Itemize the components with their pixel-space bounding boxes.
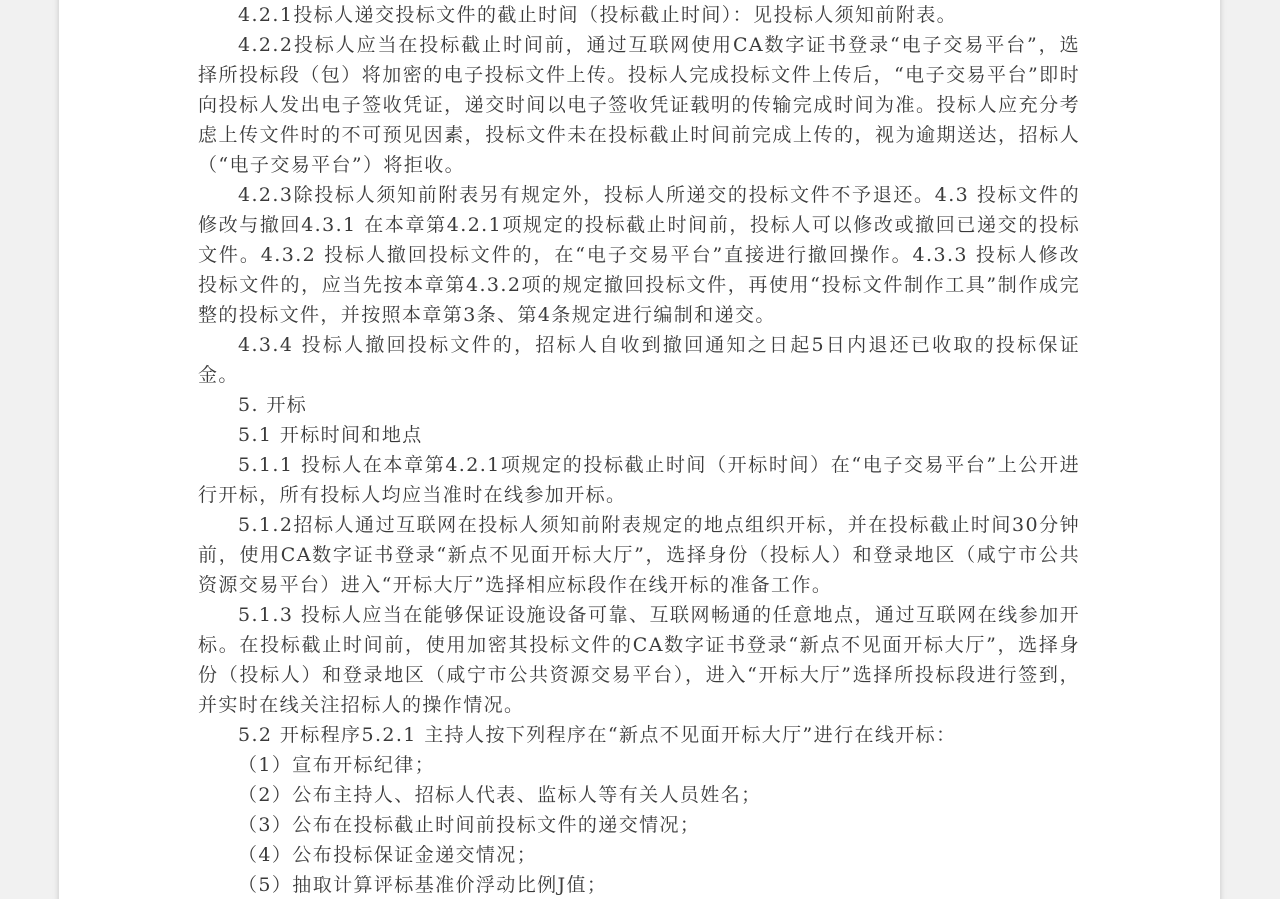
- list-item: （2）公布主持人、招标人代表、监标人等有关人员姓名；: [238, 784, 762, 806]
- section-heading-5-1: 5.1 开标时间和地点: [238, 424, 423, 446]
- document-page: [59, 0, 1220, 899]
- list-item: （3）公布在投标截止时间前投标文件的递交情况；: [238, 814, 701, 836]
- paragraph-5-1-1: 5.1.1 投标人在本章第4.2.1项规定的投标截止时间（开标时间）在“电子交易平台”上公开进行开标，所有投标人均应当准时在线参加开标。: [198, 454, 1080, 506]
- paragraph-4-2-2: 4.2.2投标人应当在投标截止时间前，通过互联网使用CA数字证书登录“电子交易平台”，选择所投标段（包）将加密的电子投标文件上传。投标人完成投标文件上传后，“电子交易平台”即时向投标人发出电子签收凭证，递交时间以电子签收凭证载明的传输完成时间为准。投标人应充分考虑上传文件时的不可预见因素，投标文件未在投标截止时间前完成上传的，视为逾期送达，招标人（“电子交易平台”）将拒收。: [198, 34, 1080, 176]
- paragraph-4-2-1: 4.2.1投标人递交投标文件的截止时间（投标截止时间）：见投标人须知前附表。: [238, 4, 958, 26]
- paragraph-5-2: 5.2 开标程序5.2.1 主持人按下列程序在“新点不见面开标大厅”进行在线开标：: [238, 724, 957, 746]
- section-heading-5: 5. 开标: [238, 394, 308, 416]
- list-item: （1）宣布开标纪律；: [238, 754, 436, 776]
- paragraph-4-2-3: 4.2.3除投标人须知前附表另有规定外，投标人所递交的投标文件不予退还。4.3 投标文件的修改与撤回4.3.1 在本章第4.2.1项规定的投标截止时间前，投标人可以修改或撤回已递交的投标文件。4.3.2 投标人撤回投标文件的，在“电子交易平台”直接进行撤回操作。4.3.3 投标人修改投标文件的，应当先按本章第4.3.2项的规定撤回投标文件，再使用“投标文件制作工具”制作成完整的投标文件，并按照本章第3条、第4条规定进行编制和递交。: [198, 184, 1080, 326]
- paragraph-5-1-2: 5.1.2招标人通过互联网在投标人须知前附表规定的地点组织开标，并在投标截止时间30分钟前，使用CA数字证书登录“新点不见面开标大厅”，选择身份（投标人）和登录地区（咸宁市公共资源交易平台）进入“开标大厅”选择相应标段作在线开标的准备工作。: [198, 514, 1080, 596]
- page-content: [198, 0, 1080, 899]
- list-item: （4）公布投标保证金递交情况；: [238, 844, 538, 866]
- paragraph-4-3-4: 4.3.4 投标人撤回投标文件的，招标人自收到撤回通知之日起5日内退还已收取的投标保证金。: [198, 334, 1080, 386]
- paragraph-5-1-3: 5.1.3 投标人应当在能够保证设施设备可靠、互联网畅通的任意地点，通过互联网在线参加开标。在投标截止时间前，使用加密其投标文件的CA数字证书登录“新点不见面开标大厅”，选择身份（投标人）和登录地区（咸宁市公共资源交易平台），进入“开标大厅”选择所投标段进行签到，并实时在线关注招标人的操作情况。: [198, 604, 1080, 716]
- list-item: （5）抽取计算评标基准价浮动比例J值；: [238, 874, 608, 896]
